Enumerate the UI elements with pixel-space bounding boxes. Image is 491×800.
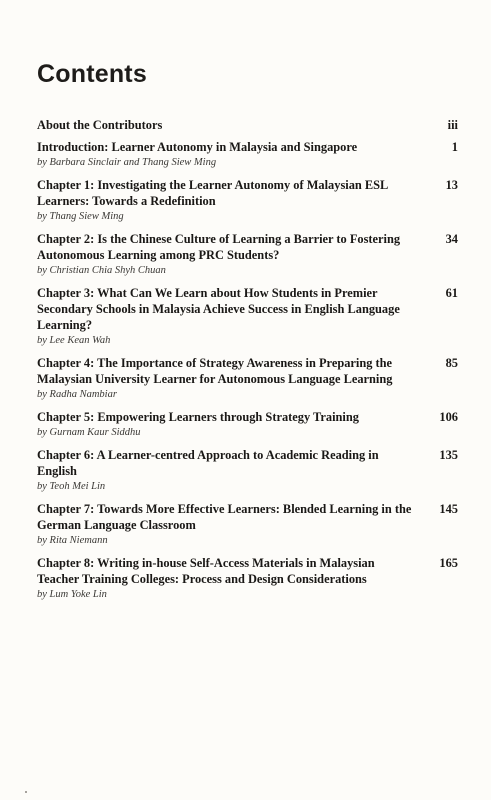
toc-entry-main	[37, 355, 415, 401]
toc-entry-title: Chapter 2: Is the Chinese Culture of Learning a Barrier to Fostering Autonomous Learning among PRC Students?	[37, 232, 401, 262]
toc-entry-introduction[interactable]	[37, 139, 458, 169]
toc-entry-main	[37, 177, 415, 223]
paper-speck	[25, 791, 27, 793]
table-of-contents	[37, 117, 458, 609]
toc-entry-contributors[interactable]	[37, 117, 458, 133]
toc-entry-page-number: 106	[439, 410, 458, 424]
toc-entry-title: Chapter 5: Empowering Learners through Strategy Training	[37, 410, 359, 424]
toc-entry-page-number: 61	[445, 286, 458, 300]
toc-entry-title: Chapter 1: Investigating the Learner Autonomy of Malaysian ESL Learners: Towards a Redefinition	[37, 178, 388, 208]
toc-entry-chapter-6[interactable]	[37, 447, 458, 493]
toc-entry-author: by Rita Niemann	[37, 535, 108, 546]
toc-entry-page-number: 13	[445, 178, 458, 192]
toc-entry-title: Chapter 7: Towards More Effective Learners: Blended Learning in the German Language Classroom	[37, 502, 412, 532]
toc-entry-title: Chapter 6: A Learner-centred Approach to Academic Reading in English	[37, 448, 379, 478]
toc-entry-author: by Thang Siew Ming	[37, 211, 124, 222]
toc-entry-chapter-5[interactable]	[37, 409, 458, 439]
toc-entry-author: by Barbara Sinclair and Thang Siew Ming	[37, 157, 217, 168]
toc-entry-author: by Lum Yoke Lin	[37, 589, 107, 600]
toc-entry-main	[37, 285, 415, 347]
toc-entry-title: Introduction: Learner Autonomy in Malaysia and Singapore	[37, 140, 358, 154]
toc-entry-author: by Lee Kean Wah	[37, 335, 111, 346]
toc-entry-author: by Radha Nambiar	[37, 389, 117, 400]
toc-entry-chapter-3[interactable]	[37, 285, 458, 347]
toc-entry-page-number: 34	[445, 232, 458, 246]
toc-entry-page-number: 1	[451, 140, 458, 154]
toc-entry-main	[37, 447, 415, 493]
toc-entry-author: by Gurnam Kaur Siddhu	[37, 427, 141, 438]
toc-entry-chapter-7[interactable]	[37, 501, 458, 547]
toc-entry-page-number: 165	[439, 556, 458, 570]
toc-entry-author: by Teoh Mei Lin	[37, 481, 106, 492]
toc-entry-title: Chapter 4: The Importance of Strategy Awareness in Preparing the Malaysian University Learner for Autonomous Language Learning	[37, 356, 393, 386]
toc-entry-chapter-1[interactable]	[37, 177, 458, 223]
toc-entry-page-number: 145	[439, 502, 458, 516]
toc-entry-page-number: iii	[447, 118, 458, 132]
toc-entry-title: Chapter 8: Writing in-house Self-Access Materials in Malaysian Teacher Training Colleges: Process and Design Considerations	[37, 556, 375, 586]
toc-entry-chapter-2[interactable]	[37, 231, 458, 277]
toc-entry-main	[37, 231, 415, 277]
toc-entry-page-number: 85	[445, 356, 458, 370]
toc-entry-main	[37, 139, 415, 169]
toc-entry-chapter-4[interactable]	[37, 355, 458, 401]
toc-entry-main	[37, 409, 415, 439]
toc-entry-author: by Christian Chia Shyh Chuan	[37, 265, 166, 276]
toc-entry-main	[37, 117, 415, 133]
toc-entry-main	[37, 555, 415, 601]
toc-entry-chapter-8[interactable]	[37, 555, 458, 601]
page-title: Contents	[37, 60, 147, 88]
toc-entry-title: About the Contributors	[37, 118, 163, 132]
toc-entry-title: Chapter 3: What Can We Learn about How Students in Premier Secondary Schools in Malaysia Achieve Success in English Language Learning?	[37, 286, 400, 332]
toc-entry-page-number: 135	[439, 448, 458, 462]
toc-entry-main	[37, 501, 415, 547]
